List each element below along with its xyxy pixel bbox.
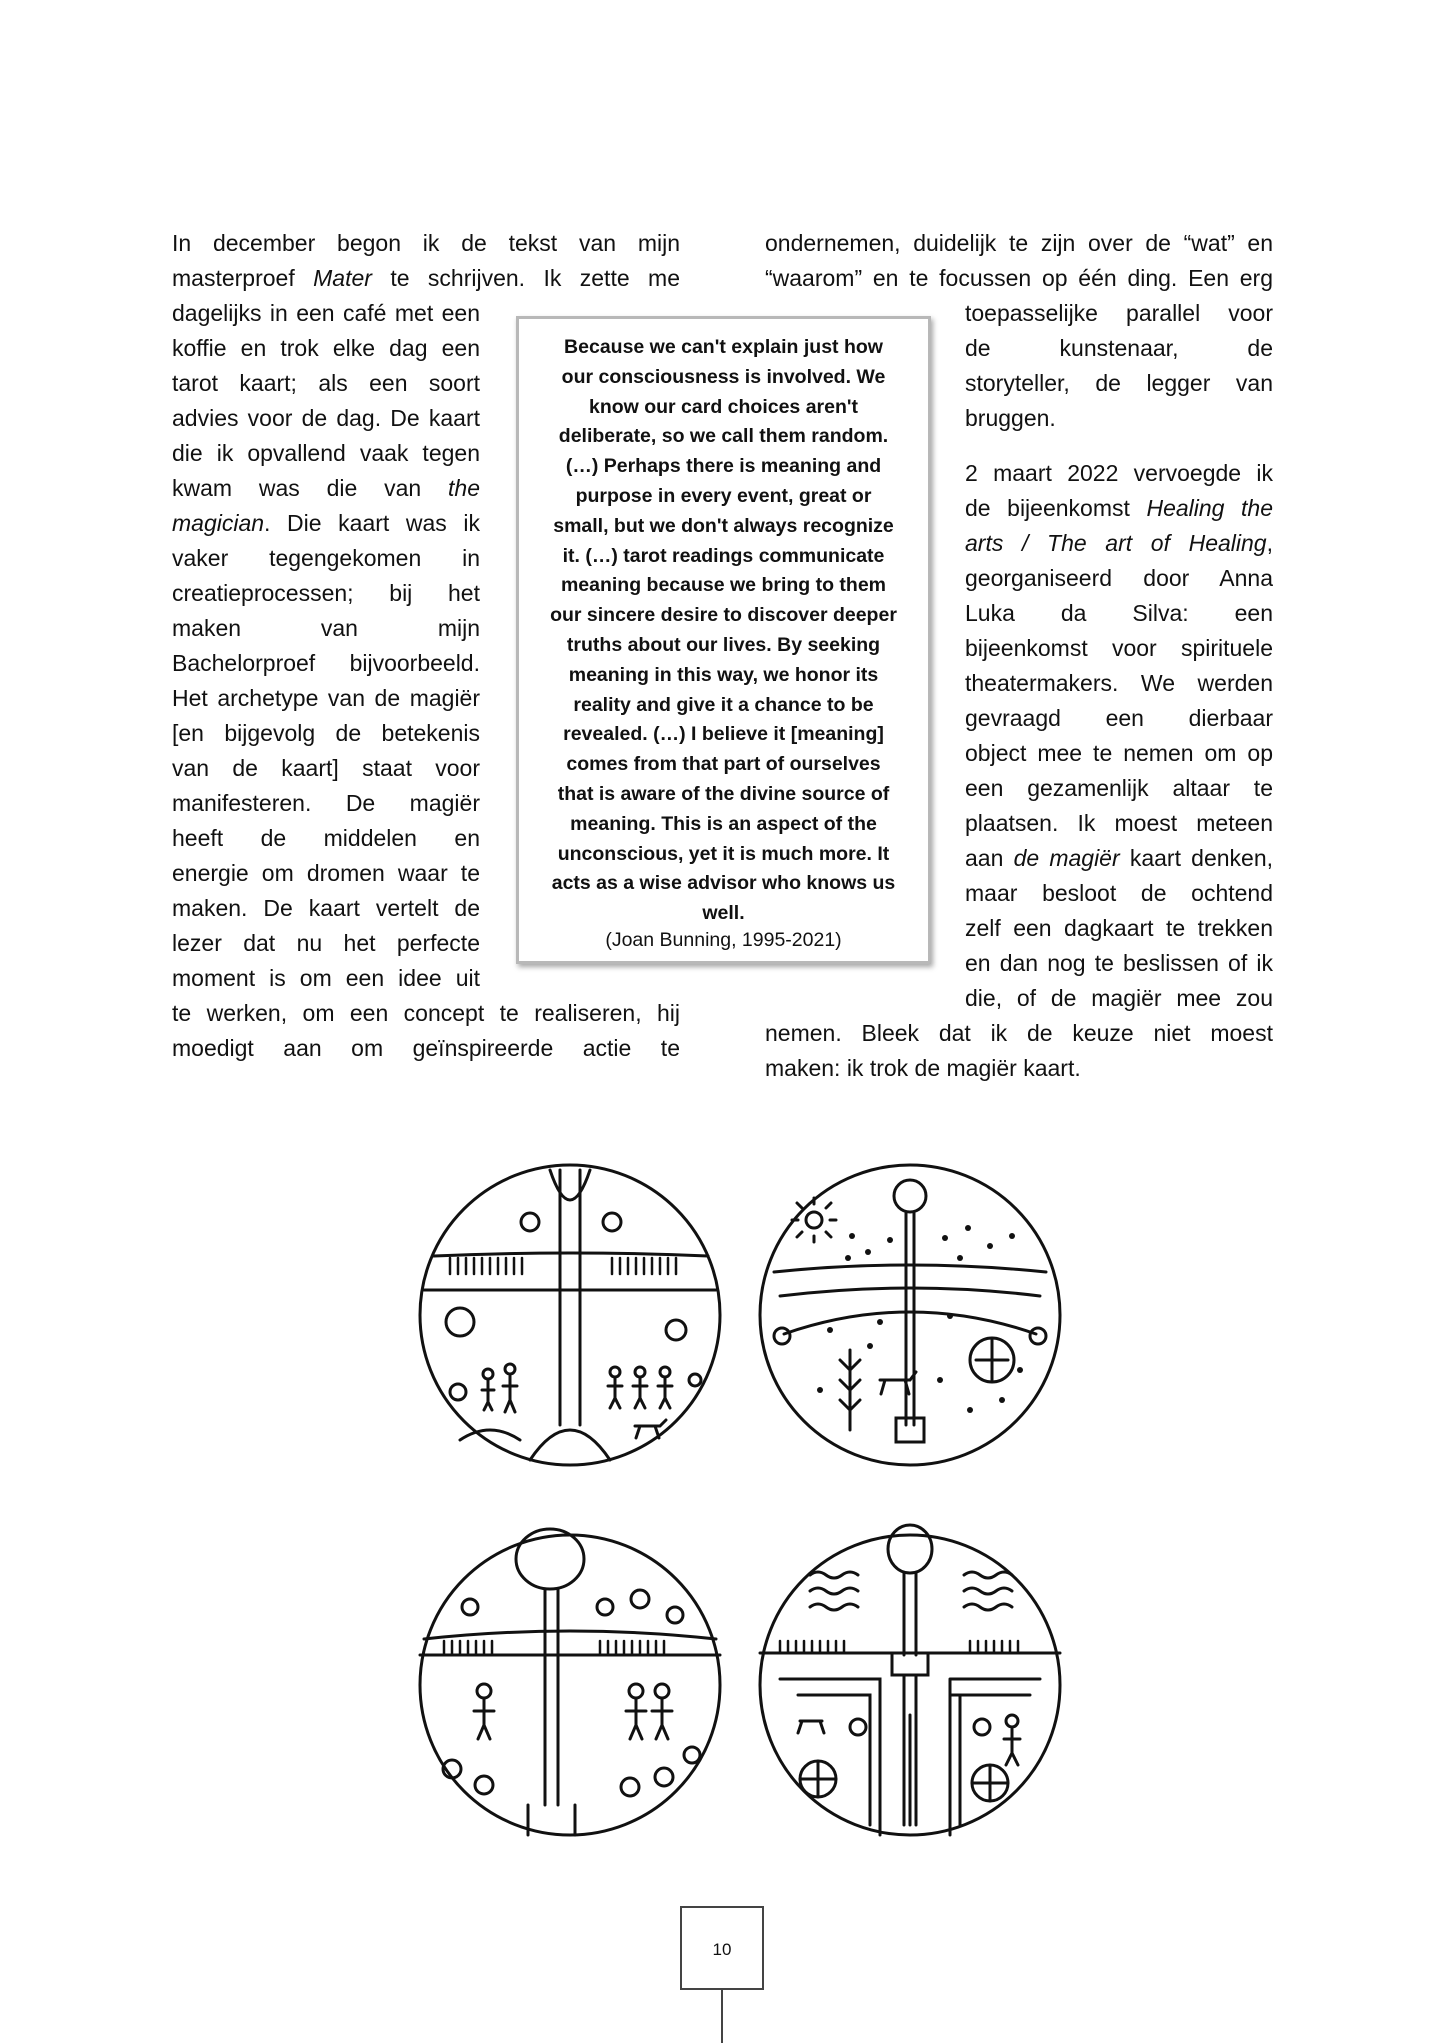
quote-line: acts as a wise advisor who knows us bbox=[551, 872, 896, 895]
page-number: 10 bbox=[680, 1906, 764, 1990]
quote-line: purpose in every event, great or bbox=[575, 484, 872, 507]
paragraph-line: heeft de middelen en bbox=[172, 825, 480, 851]
quote-line: meaning because we bring to them bbox=[560, 574, 887, 597]
quote-line: deliberate, so we call them random. bbox=[558, 425, 889, 448]
paragraph-line: toepasselijke parallel voor bbox=[965, 300, 1273, 326]
sami-drum-drawings-icon bbox=[400, 1140, 1080, 1860]
quote-citation: (Joan Bunning, 1995-2021) bbox=[605, 929, 842, 951]
paragraph-line: ondernemen, duidelijk te zijn over de “wat” en bbox=[765, 230, 1273, 256]
quote-line: unconscious, yet it is much more. It bbox=[557, 842, 890, 865]
quote-line: that is aware of the divine source of bbox=[557, 782, 890, 805]
paragraph-line: 2 maart 2022 vervoegde ik bbox=[965, 460, 1273, 486]
drum-drawing-4 bbox=[760, 1525, 1060, 1835]
quote-text bbox=[529, 333, 918, 929]
paragraph-line: magician. Die kaart was ik bbox=[172, 510, 480, 536]
quote-line: our sincere desire to discover deeper bbox=[550, 604, 897, 627]
paragraph-line: energie om dromen waar te bbox=[172, 860, 480, 886]
paragraph-line: advies voor de dag. De kaart bbox=[172, 405, 480, 431]
paragraph-line: een gezamenlijk altaar te bbox=[965, 775, 1273, 801]
paragraph-line: van de kaart] staat voor bbox=[172, 755, 480, 781]
paragraph-line: masterproef Mater te schrijven. Ik zette me bbox=[172, 265, 680, 291]
quote-line: small, but we don't always recognize bbox=[553, 514, 894, 537]
paragraph-line: gevraagd een dierbaar bbox=[965, 705, 1273, 731]
quote-line: truths about our lives. By seeking bbox=[566, 633, 881, 656]
paragraph-line: die, of de magiër mee zou bbox=[965, 985, 1273, 1011]
paragraph-line: te werken, om een concept te realiseren, hij bbox=[172, 1000, 680, 1026]
paragraph-line: de kunstenaar, de bbox=[965, 335, 1273, 361]
paragraph-line: maar besloot de ochtend bbox=[965, 880, 1273, 906]
paragraph-line: die ik opvallend vaak tegen bbox=[172, 440, 480, 466]
paragraph-line: arts / The art of Healing, bbox=[965, 530, 1273, 556]
paragraph-line: de bijeenkomst Healing the bbox=[965, 495, 1273, 521]
page-number-connector bbox=[721, 1990, 723, 2043]
paragraph-line: georganiseerd door Anna bbox=[965, 565, 1273, 591]
paragraph-line: manifesteren. De magiër bbox=[172, 790, 480, 816]
paragraph-line: [en bijgevolg de betekenis bbox=[172, 720, 480, 746]
paragraph-line: aan de magiër kaart denken, bbox=[965, 845, 1273, 871]
quote-line: it. (…) tarot readings communicate bbox=[562, 544, 885, 567]
paragraph-line: bijeenkomst voor spirituele bbox=[965, 635, 1273, 661]
paragraph-line: zelf een dagkaart te trekken bbox=[965, 915, 1273, 941]
paragraph-line: object mee te nemen om op bbox=[965, 740, 1273, 766]
quote-line: well. bbox=[702, 902, 745, 925]
paragraph-line: maken van mijn bbox=[172, 615, 480, 641]
quote-line: (…) Perhaps there is meaning and bbox=[565, 455, 882, 478]
quote-line: our consciousness is involved. We bbox=[561, 365, 886, 388]
paragraph-line: plaatsen. Ik moest meteen bbox=[965, 810, 1273, 836]
quote-line: meaning in this way, we honor its bbox=[568, 663, 879, 686]
paragraph-line: Het archetype van de magiër bbox=[172, 685, 480, 711]
paragraph-line: vaker tegengekomen in bbox=[172, 545, 480, 571]
quote-line: know our card choices aren't bbox=[588, 395, 859, 418]
paragraph-line: moment is om een idee uit bbox=[172, 965, 480, 991]
quote-line: comes from that part of ourselves bbox=[566, 753, 881, 776]
quote-line: Because we can't explain just how bbox=[564, 336, 883, 358]
paragraph-line: en dan nog te beslissen of ik bbox=[965, 950, 1273, 976]
paragraph-line: dagelijks in een café met een bbox=[172, 300, 480, 326]
quote-line: meaning. This is an aspect of the bbox=[570, 812, 877, 835]
quote-line: revealed. (…) I believe it [meaning] bbox=[563, 723, 884, 746]
quote-box bbox=[516, 316, 931, 964]
paragraph-line: creatieprocessen; bij het bbox=[172, 580, 480, 606]
quote-line: reality and give it a chance to be bbox=[573, 693, 874, 716]
paragraph-line: “waarom” en te focussen op één ding. Een erg bbox=[765, 265, 1273, 291]
drum-drawing-3 bbox=[420, 1529, 720, 1835]
drum-drawing-2 bbox=[760, 1165, 1060, 1465]
paragraph-line: theatermakers. We werden bbox=[965, 670, 1273, 696]
drum-drawing-1 bbox=[420, 1165, 720, 1465]
paragraph-line: maken: ik trok de magiër kaart. bbox=[765, 1055, 1081, 1081]
paragraph-line: In december begon ik de tekst van mijn bbox=[172, 230, 680, 256]
paragraph-line: storyteller, de legger van bbox=[965, 370, 1273, 396]
paragraph-line: kwam was die van the bbox=[172, 475, 480, 501]
paragraph-line: moedigt aan om geïnspireerde actie te bbox=[172, 1035, 680, 1061]
paragraph-line: Luka da Silva: een bbox=[965, 600, 1273, 626]
paragraph-line: Bachelorproef bijvoorbeeld. bbox=[172, 650, 480, 676]
paragraph-line: nemen. Bleek dat ik de keuze niet moest bbox=[765, 1020, 1273, 1046]
paragraph-line: lezer dat nu het perfecte bbox=[172, 930, 480, 956]
paragraph-line: tarot kaart; als een soort bbox=[172, 370, 480, 396]
paragraph-line: maken. De kaart vertelt de bbox=[172, 895, 480, 921]
paragraph-line: bruggen. bbox=[965, 405, 1056, 431]
paragraph-line: koffie en trok elke dag een bbox=[172, 335, 480, 361]
